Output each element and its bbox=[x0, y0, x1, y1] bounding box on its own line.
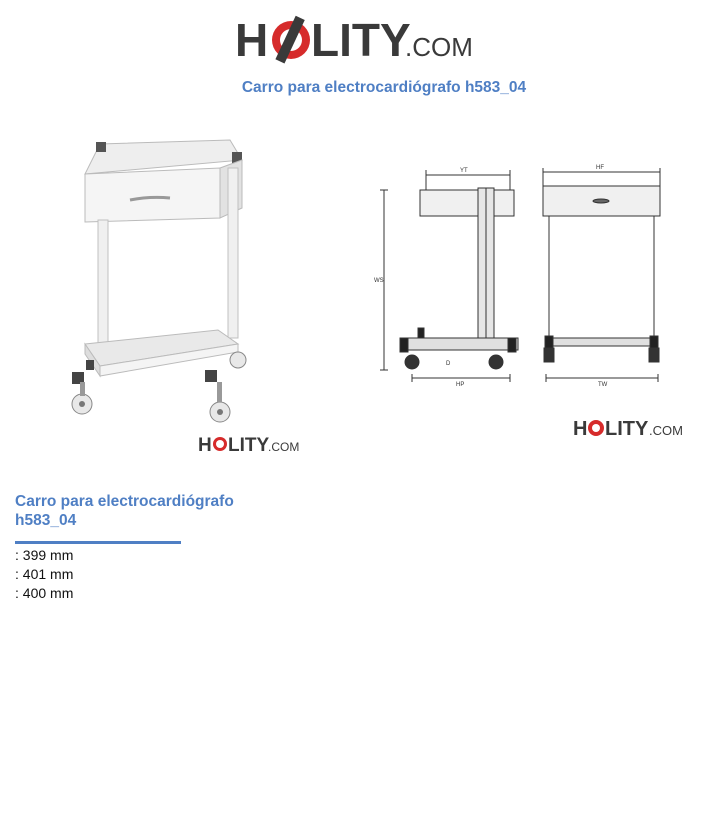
svg-text:H: H bbox=[198, 435, 212, 456]
spec-row: : 401 mm bbox=[15, 566, 74, 582]
watermark-logo bbox=[198, 432, 308, 456]
holity-logo bbox=[235, 10, 485, 70]
logo-o-mark bbox=[272, 16, 310, 64]
label-tw: TW bbox=[598, 382, 608, 388]
svg-text:H: H bbox=[573, 418, 588, 440]
spec-row: : 399 mm bbox=[15, 547, 74, 563]
svg-text:LITY: LITY bbox=[605, 418, 649, 440]
spec-list bbox=[15, 546, 73, 603]
technical-drawing bbox=[368, 150, 698, 450]
page-title: Carro para electrocardiógrafo h583_04 bbox=[241, 79, 527, 96]
heading-divider bbox=[15, 541, 181, 544]
logo-domain: .COM bbox=[405, 32, 473, 62]
label-d: D bbox=[446, 361, 451, 367]
logo-letter-h: H bbox=[235, 14, 269, 66]
label-yt: YT bbox=[460, 168, 468, 174]
site-logo[interactable] bbox=[0, 10, 720, 75]
label-ws: WS bbox=[374, 278, 384, 284]
svg-text:LITY: LITY bbox=[228, 435, 270, 456]
product-photo bbox=[60, 112, 310, 462]
svg-text:.COM: .COM bbox=[649, 423, 683, 438]
spec-row: : 400 mm bbox=[15, 585, 74, 601]
trolley-image bbox=[60, 112, 310, 462]
label-hp: HP bbox=[456, 382, 465, 388]
label-hf: HF bbox=[596, 165, 604, 171]
logo-letters-lity: LITY bbox=[311, 14, 411, 66]
dimension-diagram bbox=[368, 150, 698, 450]
svg-text:.COM: .COM bbox=[268, 440, 300, 454]
watermark-logo-right bbox=[573, 415, 693, 441]
product-heading: Carro para electrocardiógrafo h583_04 bbox=[15, 493, 234, 529]
